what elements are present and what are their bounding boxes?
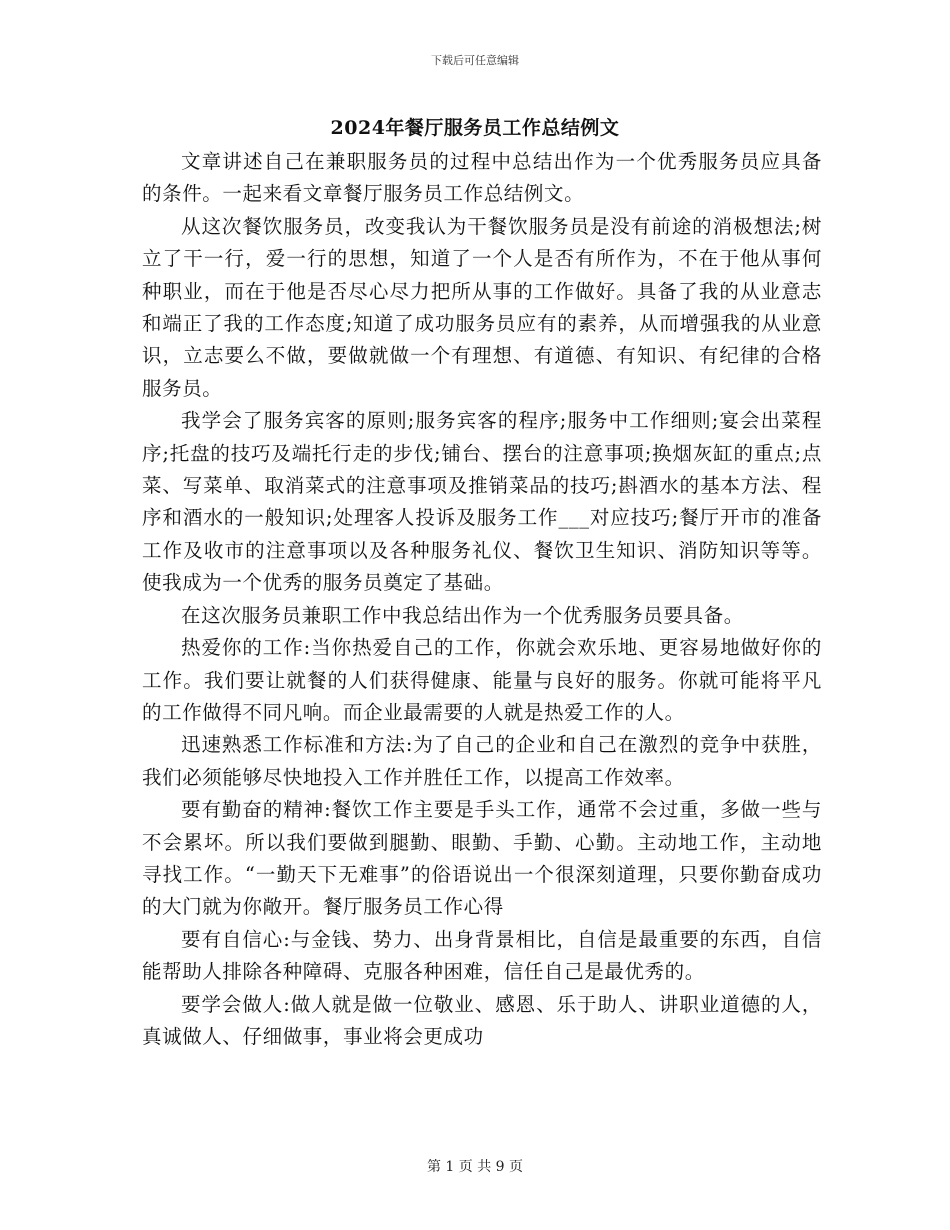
paragraph-intro: 文章讲述自己在兼职服务员的过程中总结出作为一个优秀服务员应具备的条件。一起来看文章餐厅服务员工作总结例文。 — [142, 150, 822, 206]
paragraph-confidence: 要有自信心:与金钱、势力、出身背景相比，自信是最重要的东西，自信能帮助人排除各种障碍、克服各种困难，信任自己是最优秀的。 — [142, 927, 822, 984]
page-number: 第 1 页 共 9 页 — [426, 1159, 524, 1175]
paragraph-mindset: 从这次餐饮服务员，改变我认为干餐饮服务员是没有前途的消极想法;树立了干一行，爱一行的思想，知道了一个人是否有所作为，不在于他从事何种职业，而在于他是否尽心尽力把所从事的工作做好。具备了我的从业意志和端正了我的工作态度;知道了成功服务员应有的素养，从而增强我的从业意识，立志要么不做，要做就做一个有理想、有道德、有知识、有纪律的合格服务员。 — [142, 214, 822, 400]
document-body — [142, 146, 822, 1053]
download-note: 下载后可任意编辑 — [431, 54, 519, 67]
paragraph-diligence: 要有勤奋的精神:餐饮工作主要是手头工作，通常不会过重，多做一些与不会累坏。所以我们要做到腿勤、眼勤、手勤、心勤。主动地工作，主动地寻找工作。“一勤天下无难事”的俗语说出一个很深刻道理，只要你勤奋成功的大门就为你敞开。餐厅服务员工作心得 — [142, 798, 822, 919]
paragraph-summary: 在这次服务员兼职工作中我总结出作为一个优秀服务员要具备。 — [181, 603, 744, 627]
paragraph-love-work: 热爱你的工作:当你热爱自己的工作，你就会欢乐地、更容易地做好你的工作。我们要让就餐的人们获得健康、能量与良好的服务。你就可能将平凡的工作做得不同凡响。而企业最需要的人就是热爱工作的人。 — [142, 636, 822, 724]
paragraph-skills: 我学会了服务宾客的原则;服务宾客的程序;服务中工作细则;宴会出菜程序;托盘的技巧及端托行走的步伐;铺台、摆台的注意事项;换烟灰缸的重点;点菜、写菜单、取消菜式的注意事项及推销菜品的技巧;斟酒水的基本方法、程序和酒水的一般知识;处理客人投诉及服务工作___对应技巧;餐厅开市的准备工作及收市的注意事项以及各种服务礼仪、餐饮卫生知识、消防知识等等。使我成为一个优秀的服务员奠定了基础。 — [142, 409, 822, 595]
document-title: 2024年餐厅服务员工作总结例文 — [330, 117, 620, 139]
paragraph-conduct: 要学会做人:做人就是做一位敬业、感恩、乐于助人、讲职业道德的人，真诚做人、仔细做事，事业将会更成功 — [142, 992, 822, 1048]
paragraph-standards: 迅速熟悉工作标准和方法:为了自己的企业和自己在激烈的竞争中获胜，我们必须能够尽快地投入工作并胜任工作，以提高工作效率。 — [142, 733, 822, 789]
